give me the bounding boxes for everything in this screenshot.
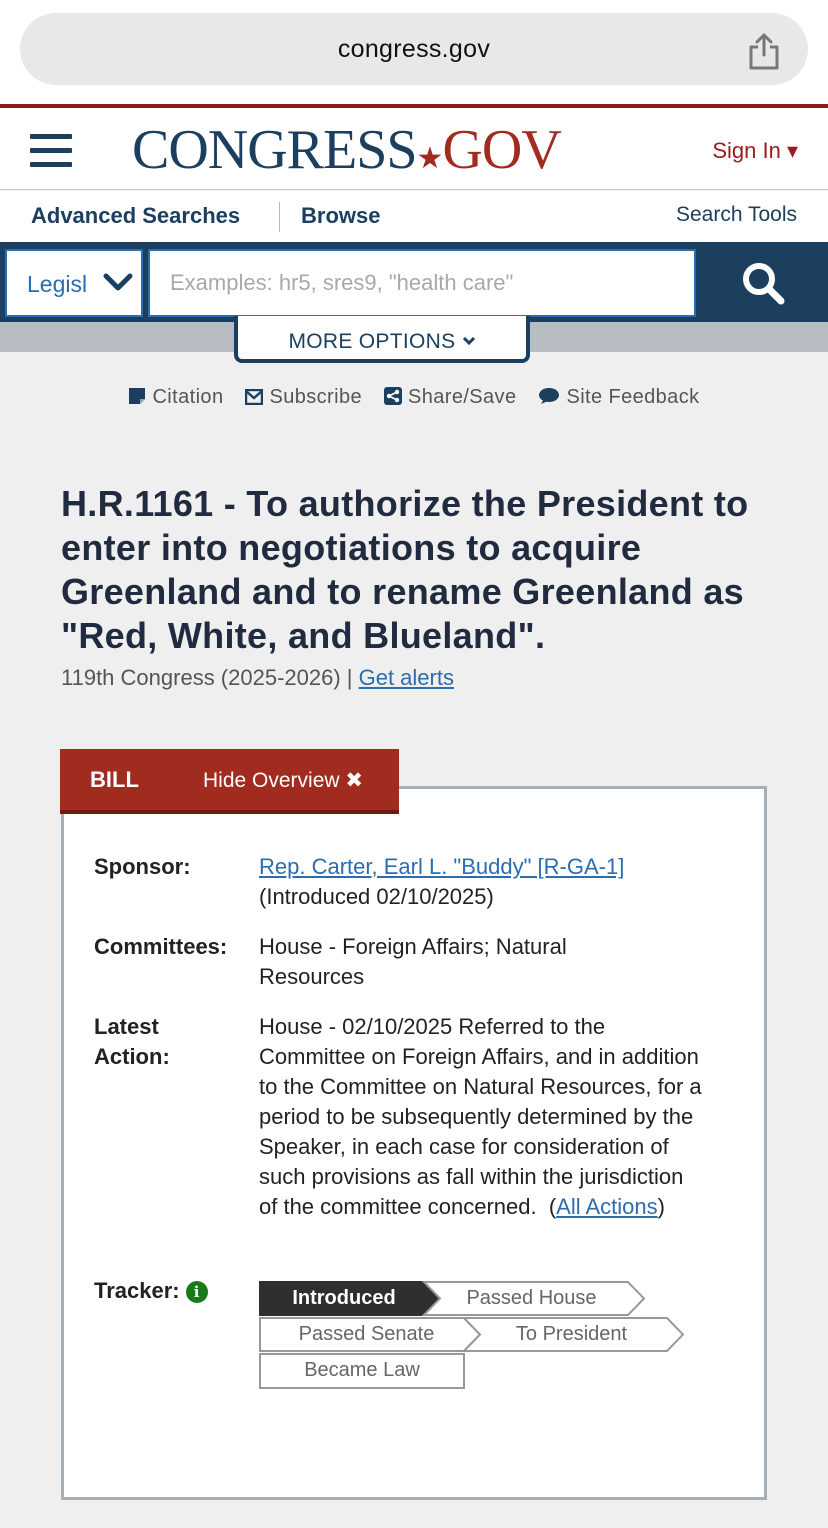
url-text: congress.gov [337,35,491,63]
latest-action-value: House - 02/10/2025 Referred to the Committee on Foreign Affairs, and in addition to the Committee on Natural Resources, for a period to be subsequently determined by the Speaker, in each case for consideration of such provisions as fall within the jurisdiction of the committee concerned. (All Actions) [259,1014,702,1219]
tracker-step-became-law: Became Law [304,1359,420,1381]
committees-value: House - Foreign Affairs; Natural Resources [259,934,567,989]
share-save-link[interactable]: Share/Save [384,386,517,409]
search-button[interactable] [702,242,828,322]
advanced-searches-link[interactable]: Advanced Searches [31,203,241,228]
all-actions-link[interactable]: All Actions [556,1194,658,1219]
congress-session: 119th Congress (2025-2026) | Get alerts [61,665,454,690]
search-input[interactable] [148,249,696,317]
chevron-down-icon [462,336,476,346]
share-icon [384,387,402,405]
citation-link[interactable]: Citation [128,386,223,409]
site-header [0,104,828,190]
congress-gov-logo[interactable]: CONGRESS★GOV [132,119,561,181]
search-scope-value: Legisl [27,271,88,297]
page-title: H.R.1161 - To authorize the President to enter into negotiations to acquire Greenland and to rename Greenland as "Red, White, and Blueland". [61,483,749,656]
chevron-down-icon [103,271,133,293]
share-icon[interactable] [746,31,782,71]
comment-icon [538,387,560,405]
tracker-step-to-president: To President [515,1323,628,1345]
menu-icon[interactable] [30,134,72,170]
search-scope-select[interactable] [5,249,143,317]
info-icon[interactable]: i [186,1281,208,1303]
get-alerts-link[interactable]: Get alerts [358,665,454,690]
browse-link[interactable]: Browse [301,203,381,228]
sponsor-link[interactable]: Rep. Carter, Earl L. "Buddy" [R-GA-1] [259,854,625,879]
subscribe-link[interactable]: Subscribe [245,386,362,409]
tracker-step-passed-senate: Passed Senate [298,1323,435,1345]
overview-tab [60,749,399,814]
search-icon [741,261,785,305]
envelope-icon [245,389,263,405]
tracker-step-passed-house: Passed House [466,1287,597,1309]
hide-overview-button[interactable]: Hide Overview ✖ [203,769,363,792]
citation-icon [128,387,146,405]
sponsor-value: Rep. Carter, Earl L. "Buddy" [R-GA-1] (Introduced 02/10/2025) [259,854,625,909]
address-bar[interactable] [20,13,808,85]
latest-action-label: Latest Action: [94,1014,170,1069]
browser-bar [0,0,828,104]
main-nav [0,191,828,242]
sign-in-link[interactable]: Sign In ▾ [712,138,798,163]
utility-links [0,386,828,416]
search-tools-link[interactable]: Search Tools [675,203,797,226]
tracker-label: Tracker: i [94,1276,208,1306]
tracker-step-introduced: Introduced [292,1287,396,1309]
sponsor-label: Sponsor: [94,854,191,879]
site-feedback-link[interactable]: Site Feedback [538,386,699,409]
bill-tab-label: BILL [90,767,139,792]
committees-label: Committees: [94,934,228,959]
nav-divider [279,202,280,232]
more-options-button[interactable]: MORE OPTIONS [234,316,530,363]
bill-tracker [259,1281,699,1391]
